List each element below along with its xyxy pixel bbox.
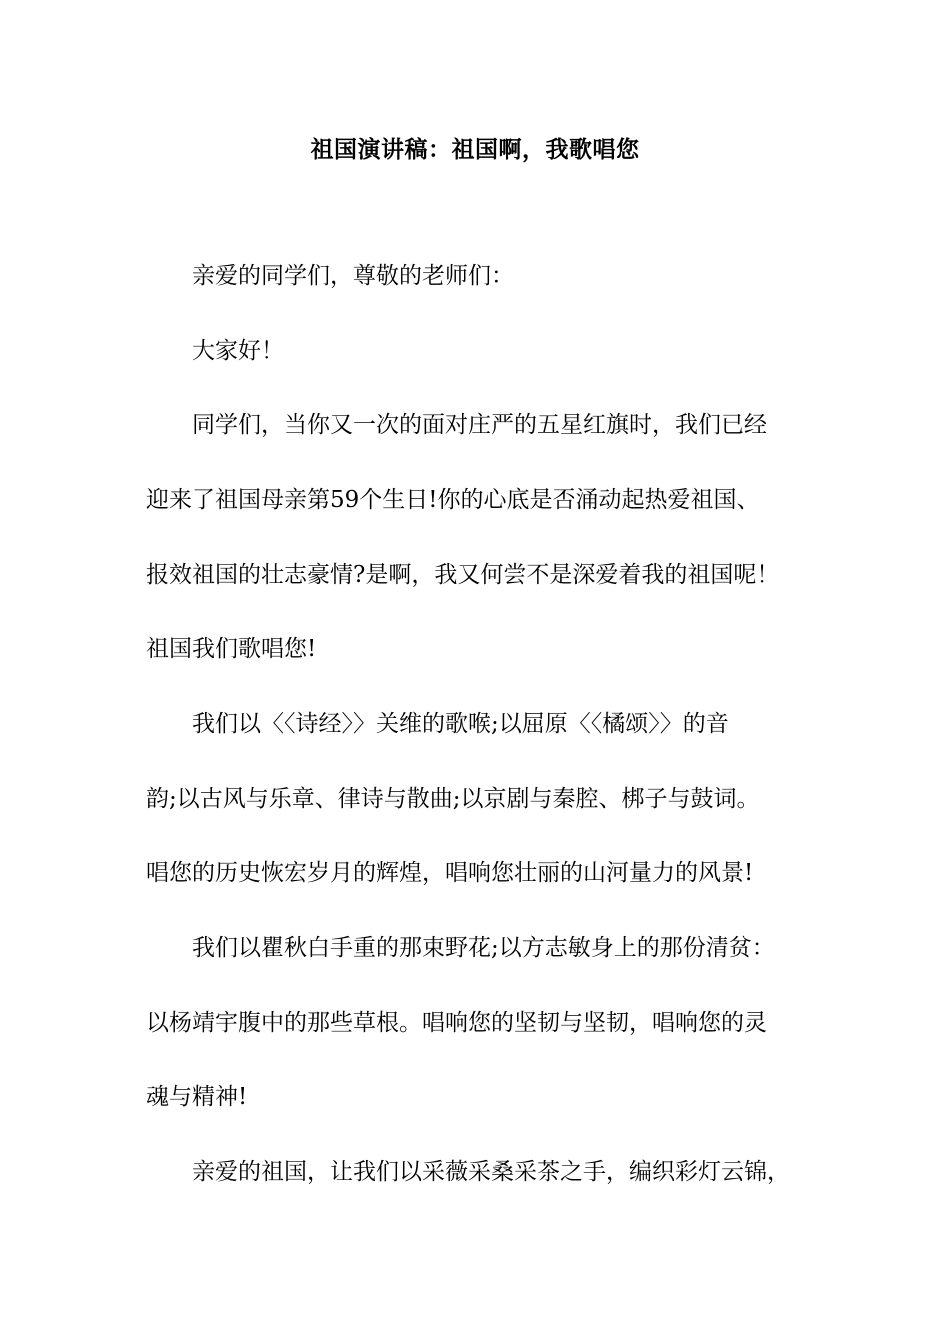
paragraph-line: 亲爱的祖国，让我们以采薇采桑采茶之手，编织彩灯云锦， [192, 1159, 790, 1185]
paragraph-line: 韵;以古风与乐章、律诗与散曲;以京剧与秦腔、梆子与鼓词。 [146, 786, 760, 812]
paragraph-line: 同学们，当你又一次的面对庄严的五星红旗时，我们已经 [192, 412, 767, 438]
paragraph-line: 祖国我们歌唱您! [146, 636, 317, 662]
document-title: 祖国演讲稿：祖国啊，我歌唱您 [310, 137, 640, 163]
paragraph-line: 我们以瞿秋白手重的那束野花;以方志敏身上的那份清贫： [192, 935, 775, 961]
paragraph-line: 我们以〈〈诗经〉〉关维的歌喉;以屈原〈〈橘颂〉〉的音 [192, 711, 729, 737]
paragraph-line: 迎来了祖国母亲第59个生日!你的心底是否涌动起热爱祖国、 [146, 487, 760, 513]
paragraph-line: 唱您的历史恢宏岁月的辉煌，唱响您壮丽的山河量力的风景! [146, 860, 754, 886]
salutation-line: 亲爱的同学们，尊敬的老师们： [192, 263, 514, 289]
greeting-line: 大家好！ [192, 338, 284, 364]
paragraph-line: 报效祖国的壮志豪情?是啊，我又何尝不是深爱着我的祖国呢！ [146, 562, 780, 588]
paragraph-line: 以杨靖宇腹中的那些草根。唱响您的坚韧与坚韧，唱响您的灵 [146, 1010, 767, 1036]
paragraph-line: 魂与精神! [146, 1084, 248, 1110]
